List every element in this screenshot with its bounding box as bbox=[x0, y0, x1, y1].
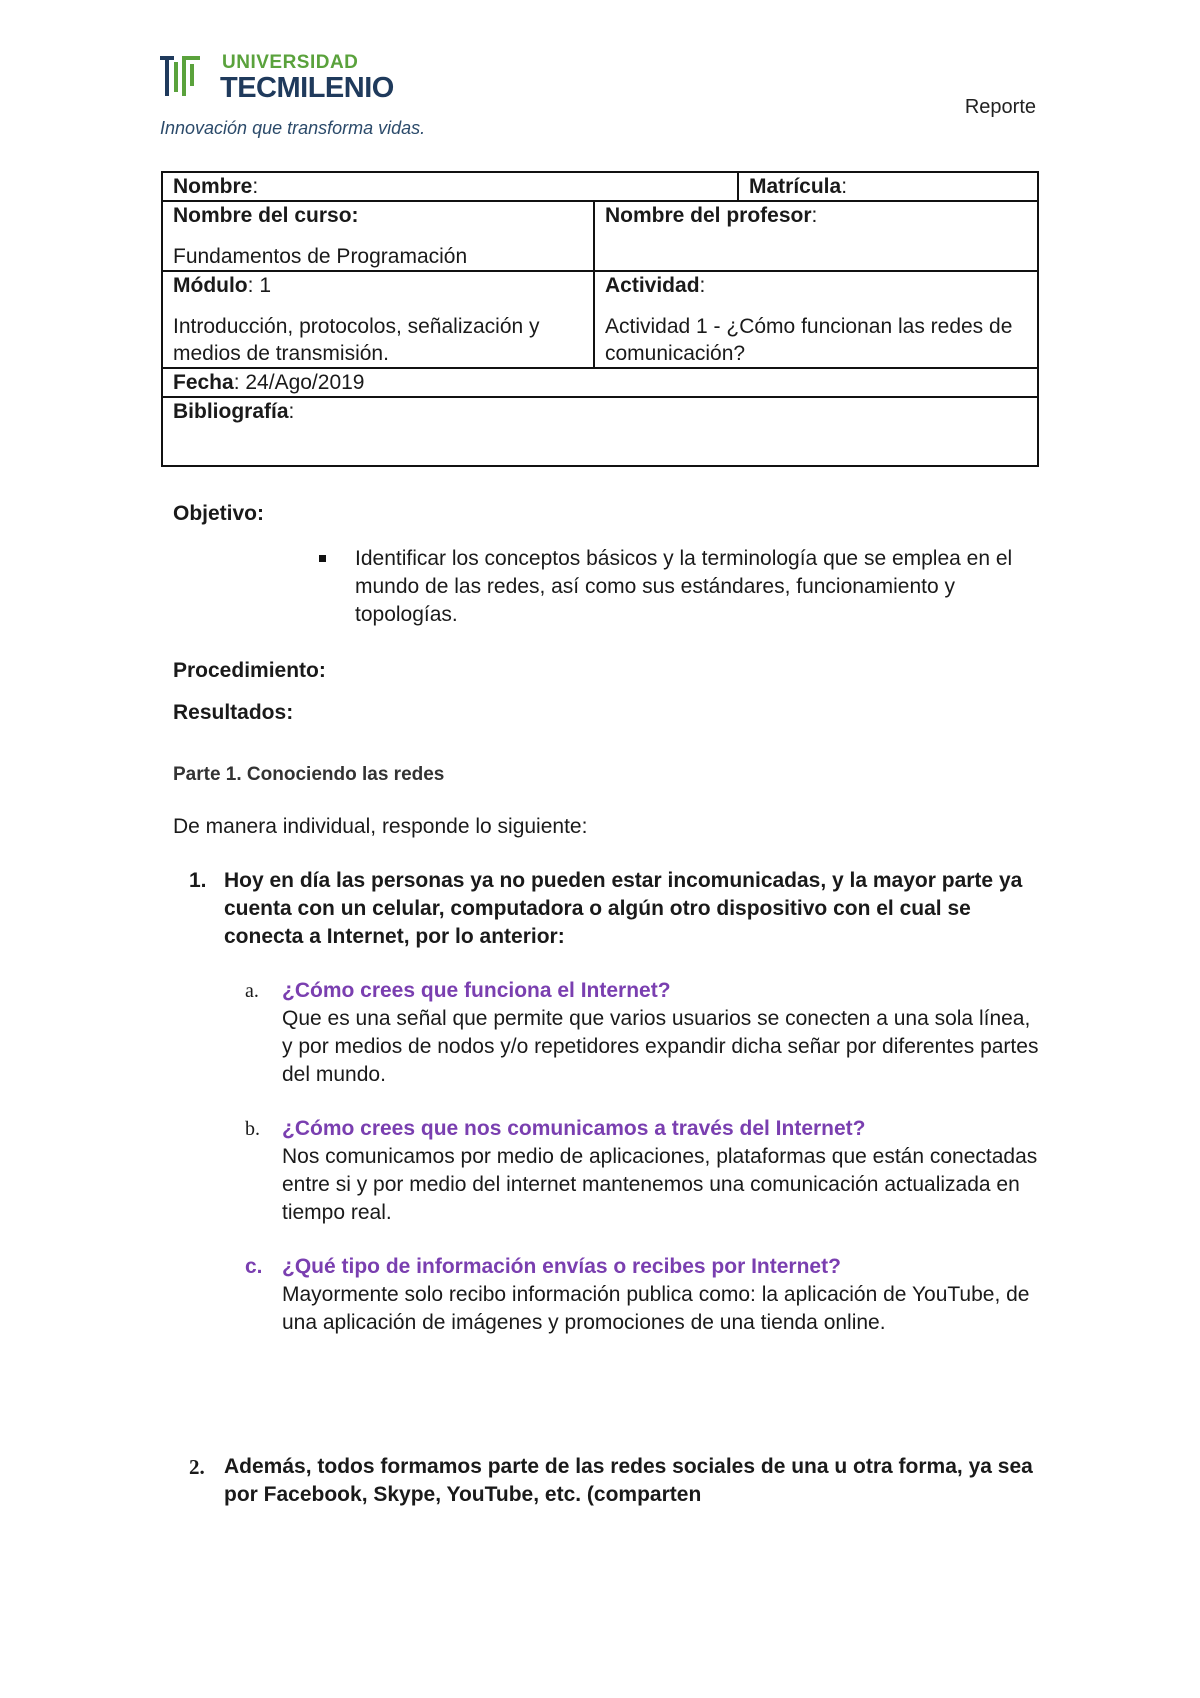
sub-question-a-question: ¿Cómo crees que funciona el Internet? bbox=[282, 979, 671, 1002]
actividad-cell: Actividad: Actividad 1 - ¿Cómo funcionan las redes de comunicación? bbox=[594, 271, 1038, 368]
part1-title: Parte 1. Conociendo las redes bbox=[173, 764, 445, 785]
instruction-text: De manera individual, responde lo siguiente: bbox=[173, 815, 588, 838]
curso-label: Nombre del curso: bbox=[173, 204, 359, 227]
question-1-text: Hoy en día las personas ya no pueden estar incomunicadas, y la mayor parte ya cuenta con un celular, computadora o algún otro dispositivo con el cual se conecta a Internet, por lo anterior: bbox=[224, 869, 1023, 948]
objetivo-text: Identificar los conceptos básicos y la terminología que se emplea en el mundo de las redes, así como sus estándares, funcionamiento y topologías. bbox=[355, 547, 1013, 626]
sub-question-a-answer: Que es una señal que permite que varios usuarios se conecten a una sola línea, y por medios de nodos y/o repetidores expandir dicha señar por diferentes partes del mundo. bbox=[282, 1007, 1039, 1086]
modulo-label: Módulo bbox=[173, 274, 248, 297]
sub-question-a-letter: a. bbox=[245, 980, 259, 1002]
curso-value: Fundamentos de Programación bbox=[173, 245, 468, 268]
logo-mark-icon bbox=[160, 54, 204, 102]
nombre-cell: Nombre: bbox=[162, 172, 738, 201]
fecha-label: Fecha bbox=[173, 371, 234, 394]
sub-question-a bbox=[245, 977, 1043, 1089]
profesor-cell: Nombre del profesor: bbox=[594, 201, 1038, 271]
matricula-label: Matrícula bbox=[749, 175, 842, 198]
modulo-value: 1 bbox=[259, 274, 271, 297]
info-table bbox=[161, 171, 1039, 467]
modulo-cell: Módulo: 1 Introducción, protocolos, señalización y medios de transmisión. bbox=[162, 271, 594, 368]
sub-question-c-letter: c. bbox=[245, 1255, 263, 1278]
bibliografia-label: Bibliografía bbox=[173, 400, 289, 423]
report-label: Reporte bbox=[964, 96, 1036, 118]
sub-question-c bbox=[245, 1253, 1043, 1337]
logo-brand-text: TECMILENIO bbox=[220, 72, 394, 104]
bibliografia-cell: Bibliografía: bbox=[162, 397, 1038, 466]
curso-cell bbox=[162, 201, 594, 271]
sub-question-b-letter: b. bbox=[245, 1118, 260, 1140]
question-2-number: 2. bbox=[189, 1455, 205, 1479]
question-2-text: Además, todos formamos parte de las redes sociales de una u otra forma, ya sea por Facebook, Skype, YouTube, etc. (comparten bbox=[224, 1455, 1033, 1506]
profesor-label: Nombre del profesor bbox=[605, 204, 812, 227]
sub-question-b-answer: Nos comunicamos por medio de aplicaciones, plataformas que están conectadas entre si y por medio del internet mantenemos una comunicación actualizada en tiempo real. bbox=[282, 1145, 1038, 1224]
resultados-heading: Resultados: bbox=[173, 701, 294, 724]
objetivo-heading: Objetivo: bbox=[173, 502, 265, 525]
actividad-label: Actividad bbox=[605, 274, 700, 297]
sub-question-c-answer: Mayormente solo recibo información publica como: la aplicación de YouTube, de una aplicación de imágenes y promociones de una tienda online. bbox=[282, 1283, 1030, 1334]
sub-question-b-question: ¿Cómo crees que nos comunicamos a través del Internet? bbox=[282, 1117, 866, 1140]
matricula-cell: Matrícula: bbox=[738, 172, 1038, 201]
question-2 bbox=[189, 1453, 1043, 1509]
university-logo bbox=[160, 50, 460, 142]
document-body bbox=[173, 500, 1043, 1509]
square-bullet-icon bbox=[319, 555, 326, 562]
logo-university-text: UNIVERSIDAD bbox=[222, 52, 359, 73]
nombre-label: Nombre bbox=[173, 175, 253, 198]
objetivo-bullet bbox=[355, 545, 1043, 629]
modulo-description: Introducción, protocolos, señalización y medios de transmisión. bbox=[173, 315, 540, 365]
logo-tagline: Innovación que transforma vidas. bbox=[160, 118, 426, 138]
procedimiento-heading: Procedimiento: bbox=[173, 659, 326, 682]
question-1-number: 1. bbox=[189, 869, 207, 892]
fecha-value: 24/Ago/2019 bbox=[245, 371, 365, 394]
question-1 bbox=[189, 867, 1043, 951]
actividad-value: Actividad 1 - ¿Cómo funcionan las redes de comunicación? bbox=[605, 315, 1013, 365]
sub-question-c-question: ¿Qué tipo de información envías o recibes por Internet? bbox=[282, 1255, 841, 1278]
fecha-cell: Fecha: 24/Ago/2019 bbox=[162, 368, 1038, 397]
sub-question-b bbox=[245, 1115, 1043, 1227]
